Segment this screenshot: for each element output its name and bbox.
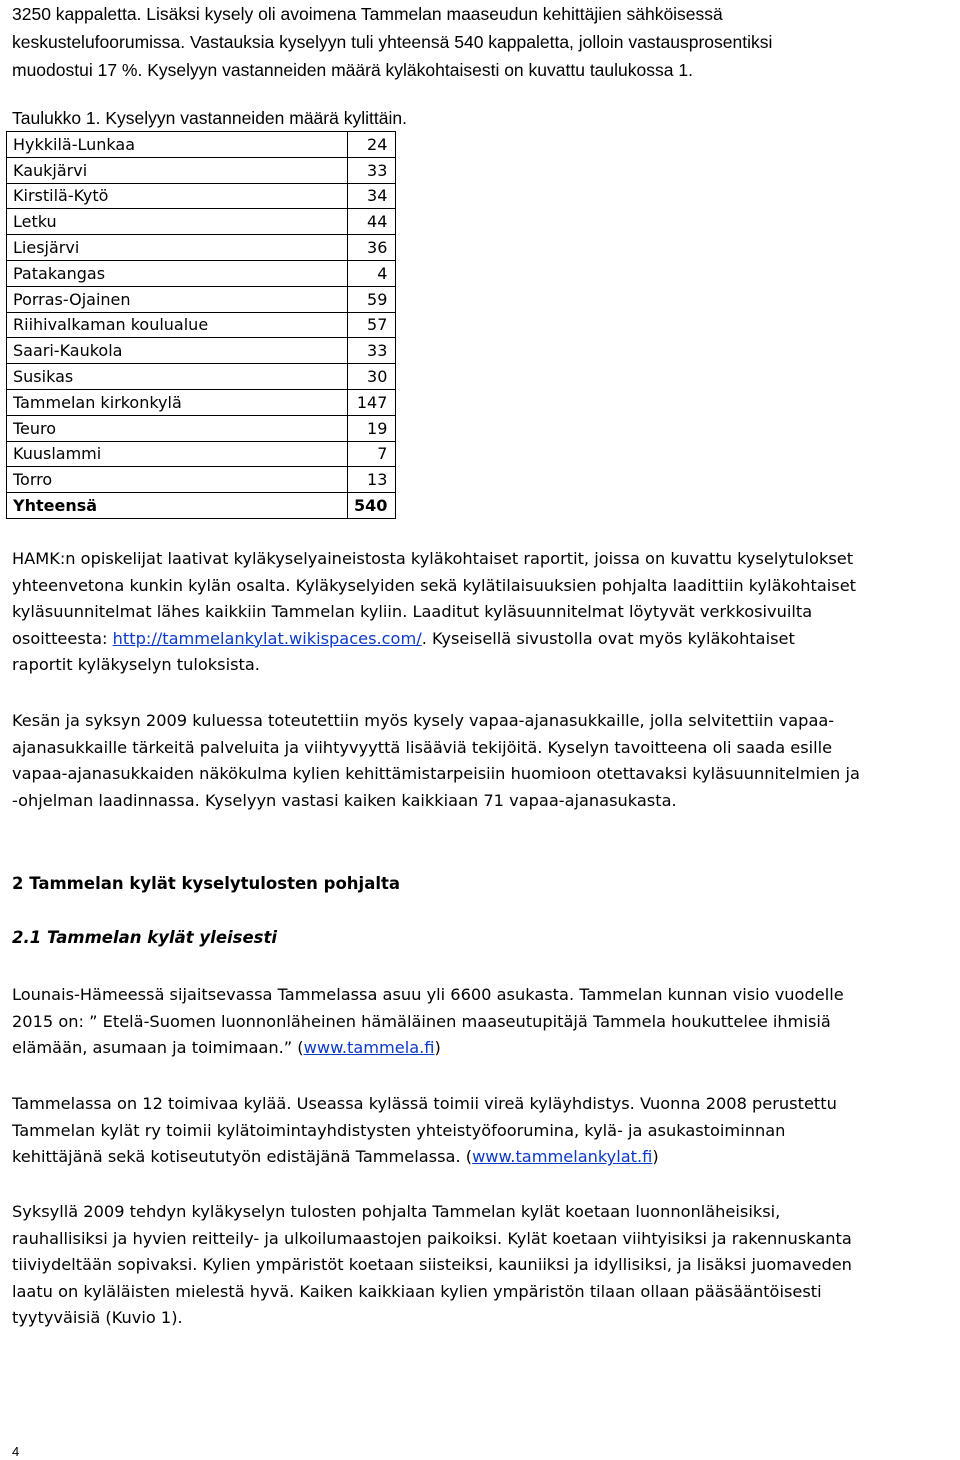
text-line: -ohjelman laadinnassa. Kyselyyn vastasi kaiken kaikkiaan 71 vapaa-ajanasukasta. bbox=[12, 790, 677, 810]
tammela-link[interactable]: www.tammela.fi bbox=[303, 1038, 435, 1058]
section-heading: 2 Tammelan kylät kyselytulosten pohjalta bbox=[12, 874, 401, 893]
page-number: 4 bbox=[12, 1444, 20, 1459]
text-line: elämään, asumaan ja toimimaan.” ( bbox=[12, 1038, 304, 1058]
intro-line: 3250 kappaletta. Lisäksi kysely oli avoimena Tammelan maaseudun kehittäjien sähköisessä bbox=[12, 4, 723, 24]
total-value-cell: 540 bbox=[348, 493, 396, 519]
table-row bbox=[7, 235, 396, 261]
table-row bbox=[7, 183, 396, 209]
respondent-count-cell: 4 bbox=[348, 260, 396, 286]
respondent-count-cell: 24 bbox=[348, 132, 396, 158]
village-name-cell: Hykkilä-Lunkaa bbox=[7, 132, 348, 158]
table-row bbox=[7, 364, 396, 390]
summer-survey-paragraph bbox=[12, 708, 957, 814]
tammelankylat-link[interactable]: www.tammelankylat.fi bbox=[472, 1147, 653, 1167]
table-row bbox=[7, 415, 396, 441]
text-line: Kesän ja syksyn 2009 kuluessa toteutettiin myös kysely vapaa-ajanasukkaille, jolla selvitettiin vapaa- bbox=[12, 711, 835, 730]
text-line: osoitteesta: bbox=[12, 628, 113, 648]
respondent-count-cell: 19 bbox=[348, 415, 396, 441]
table-row bbox=[7, 389, 396, 415]
table-row bbox=[7, 312, 396, 338]
table-row bbox=[7, 157, 396, 183]
table-row bbox=[7, 338, 396, 364]
table-row bbox=[7, 441, 396, 467]
village-name-cell: Kaukjärvi bbox=[7, 157, 348, 183]
text-line: tyytyväisiä (Kuvio 1). bbox=[12, 1308, 183, 1328]
respondent-count-cell: 7 bbox=[348, 441, 396, 467]
village-name-cell: Teuro bbox=[7, 415, 348, 441]
respondent-count-cell: 30 bbox=[348, 364, 396, 390]
text-line: Syksyllä 2009 tehdyn kyläkyselyn tulosten pohjalta Tammelan kylät koetaan luonnonläheisiksi, bbox=[12, 1202, 781, 1221]
village-name-cell: Torro bbox=[7, 467, 348, 493]
text-line: kyläsuunnitelmat lähes kaikkiin Tammelan kyliin. Laaditut kyläsuunnitelmat löytyvät verkkosivuilta bbox=[12, 602, 813, 622]
text-line: HAMK:n opiskelijat laativat kyläkyselyaineistosta kyläkohtaiset raportit, joissa on kuvattu kyselytulokset bbox=[12, 549, 854, 568]
subsection-heading: 2.1 Tammelan kylät yleisesti bbox=[12, 928, 278, 947]
text-line: laatu on kyläläisten mielestä hyvä. Kaiken kaikkiaan kylien ympäristön tilaan ollaan pääsääntöisesti bbox=[12, 1281, 822, 1301]
village-name-cell: Letku bbox=[7, 209, 348, 235]
respondents-table bbox=[6, 131, 396, 519]
respondent-count-cell: 34 bbox=[348, 183, 396, 209]
table-row bbox=[7, 467, 396, 493]
respondent-count-cell: 57 bbox=[348, 312, 396, 338]
text-line: raportit kyläkyselyn tuloksista. bbox=[12, 655, 260, 675]
village-name-cell: Liesjärvi bbox=[7, 235, 348, 261]
table-caption: Taulukko 1. Kyselyyn vastanneiden määrä kylittäin. bbox=[12, 108, 407, 128]
text-line: rauhallisiksi ja hyvien reitteily- ja ulkoilumaastojen paikoiksi. Kylät koetaan viihtyisiksi ja rakennuskanta bbox=[12, 1228, 852, 1248]
village-name-cell: Riihivalkaman koulualue bbox=[7, 312, 348, 338]
village-name-cell: Porras-Ojainen bbox=[7, 286, 348, 312]
table-total-row bbox=[7, 493, 396, 519]
respondent-count-cell: 147 bbox=[348, 389, 396, 415]
text-line: vapaa-ajanasukkaiden näkökulma kylien kehittämistarpeisiin huomioon otettavaksi kyläsuunnitelmien ja bbox=[12, 764, 860, 784]
respondent-count-cell: 36 bbox=[348, 235, 396, 261]
text-line: Tammelan kylät ry toimii kylätoimintayhdistysten yhteistyöfoorumina, kylä- ja asukastoiminnan bbox=[12, 1120, 786, 1140]
text-line: tiiviydeltään sopivaksi. Kylien ympäristöt koetaan siisteiksi, kauniiksi ja idyllisiksi, ja lisäksi juomaveden bbox=[12, 1255, 852, 1275]
general-paragraph bbox=[12, 982, 957, 1062]
intro-line: muodostui 17 %. Kyselyyn vastanneiden määrä kyläkohtaisesti on kuvattu taulukossa 1. bbox=[12, 60, 693, 80]
respondent-count-cell: 59 bbox=[348, 286, 396, 312]
wikispaces-link[interactable]: http://tammelankylat.wikispaces.com/ bbox=[112, 628, 422, 648]
village-name-cell: Susikas bbox=[7, 364, 348, 390]
respondent-count-cell: 33 bbox=[348, 157, 396, 183]
village-name-cell: Tammelan kirkonkylä bbox=[7, 389, 348, 415]
table-row bbox=[7, 209, 396, 235]
table-row bbox=[7, 260, 396, 286]
table-row bbox=[7, 286, 396, 312]
total-label-cell: Yhteensä bbox=[7, 493, 348, 519]
text-line: Lounais-Hämeessä sijaitsevassa Tammelassa asuu yli 6600 asukasta. Tammelan kunnan visio vuodelle bbox=[12, 985, 844, 1004]
hamk-paragraph bbox=[12, 546, 957, 679]
village-name-cell: Patakangas bbox=[7, 260, 348, 286]
village-name-cell: Kuuslammi bbox=[7, 441, 348, 467]
text-line: yhteenvetona kunkin kylän osalta. Kyläkyselyiden sekä kylätilaisuuksien pohjalta laadittiin kyläkohtaiset bbox=[12, 575, 857, 595]
table-body bbox=[7, 132, 396, 519]
text-line: ajanasukkaille tärkeitä palveluita ja viihtyvyyttä lisääviä tekijöitä. Kyselyn tavoitteena oli saada esille bbox=[12, 737, 833, 757]
village-name-cell: Saari-Kaukola bbox=[7, 338, 348, 364]
villages-paragraph bbox=[12, 1091, 957, 1171]
text-line: Tammelassa on 12 toimivaa kylää. Useassa kylässä toimii vireä kyläyhdistys. Vuonna 2008 perustettu bbox=[12, 1094, 837, 1113]
village-name-cell: Kirstilä-Kytö bbox=[7, 183, 348, 209]
intro-paragraph bbox=[12, 0, 952, 84]
text-line: . Kyseisellä sivustolla ovat myös kyläkohtaiset bbox=[421, 628, 795, 648]
text-line: kehittäjänä sekä kotiseututyön edistäjänä Tammelassa. ( bbox=[12, 1147, 473, 1167]
autumn-survey-paragraph bbox=[12, 1199, 957, 1332]
text-line: ) bbox=[652, 1147, 659, 1167]
intro-line: keskustelufoorumissa. Vastauksia kyselyyn tuli yhteensä 540 kappaletta, jolloin vastausprosentiksi bbox=[12, 32, 773, 52]
respondent-count-cell: 44 bbox=[348, 209, 396, 235]
text-line: 2015 on: ” Etelä-Suomen luonnonläheinen hämäläinen maaseutupitäjä Tammela houkuttelee ihmisiä bbox=[12, 1011, 831, 1031]
text-line: ) bbox=[434, 1038, 441, 1058]
respondent-count-cell: 33 bbox=[348, 338, 396, 364]
respondent-count-cell: 13 bbox=[348, 467, 396, 493]
table-row bbox=[7, 132, 396, 158]
